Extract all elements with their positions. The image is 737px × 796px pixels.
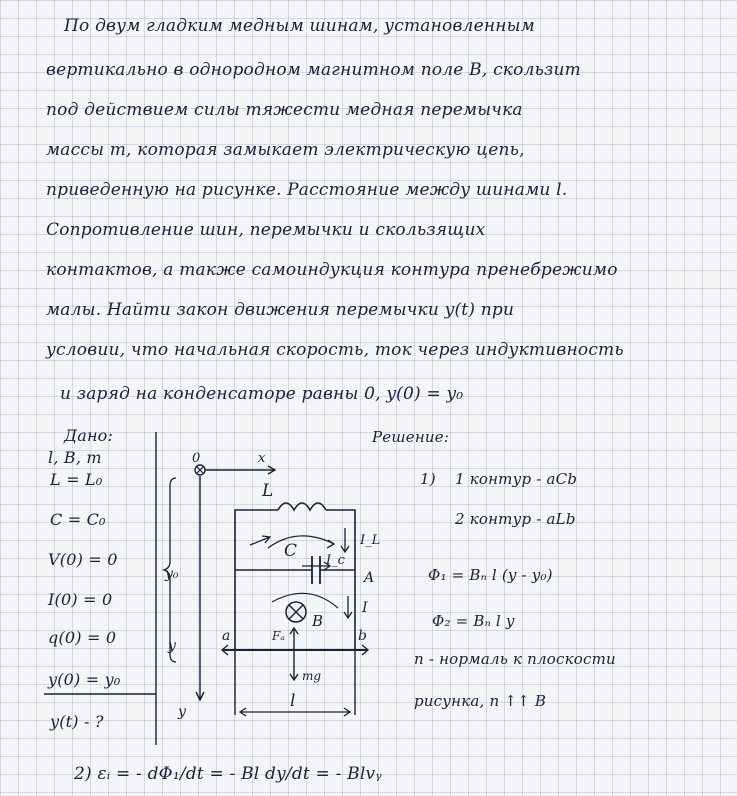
problem-line-9: условии, что начальная скорость, ток через индуктивность	[46, 340, 624, 360]
label-origin: 0	[192, 451, 201, 466]
normal-line-1: n - нормаль к плоскости	[414, 650, 616, 668]
label-field: B	[312, 612, 324, 630]
solution-header: Решение:	[372, 428, 450, 446]
inductor-symbol	[278, 503, 326, 510]
label-y: y	[168, 638, 176, 654]
problem-line-8: малы. Найти закон движения перемычки y(t) при	[46, 300, 515, 320]
given-item-5: I(0) = 0	[48, 590, 113, 609]
label-current: I	[362, 600, 368, 616]
given-item-3: C = C₀	[50, 510, 106, 529]
label-contact-b: b	[358, 628, 367, 644]
flux-2: Φ₂ = Bₙ l y	[432, 612, 515, 630]
label-capacitor: C	[284, 541, 298, 561]
given-item-1: l, B, m	[48, 448, 102, 467]
problem-line-2: вертикально в однородном магнитном поле B, скользит	[46, 60, 581, 80]
problem-line-3: под действием силы тяжести медная перемычка	[46, 100, 523, 120]
given-item-2: L = L₀	[50, 470, 103, 489]
label-point-a: A	[364, 570, 375, 586]
step1-number: 1)	[420, 470, 436, 488]
label-y-axis: y	[178, 704, 186, 720]
given-item-7: y(0) = y₀	[48, 670, 121, 689]
label-current-c: I_c	[326, 553, 345, 568]
given-item-6: q(0) = 0	[48, 628, 117, 647]
problem-line-5: приведенную на рисунке. Расстояние между шинами l.	[46, 180, 568, 200]
label-width: l	[290, 691, 296, 711]
label-ampere-force: Fₐ	[272, 629, 285, 643]
circuit-2: 2 контур - aLb	[455, 510, 576, 528]
normal-line-2: рисунка, n ↑↑ B	[414, 692, 547, 710]
label-contact-a: a	[222, 628, 231, 644]
flux-1: Φ₁ = Bₙ l (y - y₀)	[428, 566, 553, 584]
label-inductor: L	[262, 481, 274, 501]
given-header: Дано:	[64, 426, 114, 445]
label-current-l: I_L	[360, 533, 381, 548]
problem-line-1: По двум гладким медным шинам, установленным	[64, 16, 535, 36]
given-item-4: V(0) = 0	[48, 550, 118, 569]
given-find: y(t) - ?	[50, 712, 104, 731]
label-y0: y₀	[165, 566, 179, 582]
circuit-1: 1 контур - aCb	[455, 470, 578, 488]
problem-line-10: и заряд на конденсаторе равны 0, y(0) = y₀	[60, 384, 464, 404]
problem-line-4: массы m, которая замыкает электрическую цепь,	[46, 140, 525, 160]
problem-line-6: Сопротивление шин, перемычки и скользящих	[46, 220, 486, 240]
label-x: x	[258, 451, 266, 466]
label-gravity: mg	[302, 669, 322, 683]
step2-formula: 2) εᵢ = - dΦ₁/dt = - Bl dy/dt = - Blvᵧ	[74, 764, 382, 784]
problem-line-7: контактов, а также самоиндукция контура пренебрежимо	[46, 260, 618, 280]
